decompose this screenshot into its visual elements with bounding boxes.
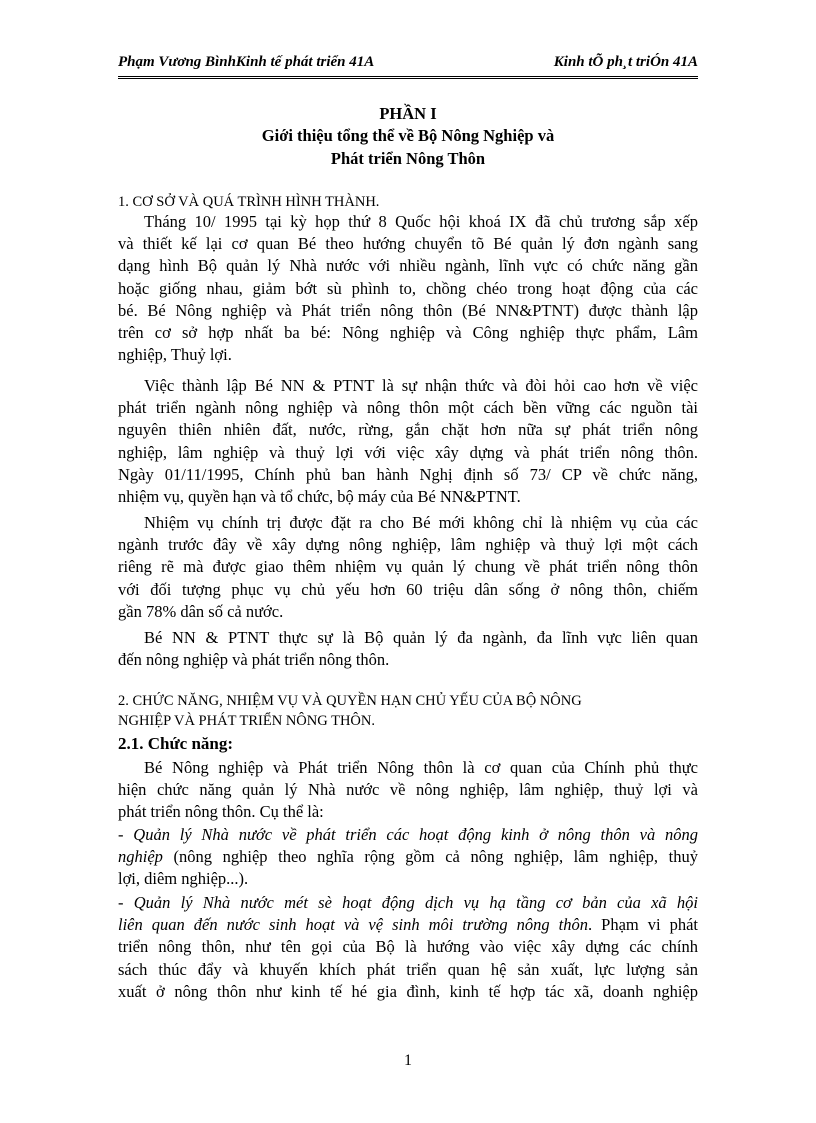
page-number: 1	[404, 1052, 412, 1069]
text-line: với đối tượng phục vụ chủ yếu hơn 60 triệu dân sống ở nông thôn, chiếm	[118, 579, 698, 599]
text-line: nghiệp, lâm nghiệp và thuỷ lợi với việc xây dựng và phát triển nông thôn.	[118, 442, 698, 462]
text-line: dạng hình Bộ quản lý Nhà nước với nhiều ngành, lĩnh vực có chức năng gần	[118, 256, 698, 276]
text-line: Nhiệm vụ chính trị được đặt ra cho Bé mới không chỉ là nhiệm vụ của các	[144, 513, 698, 532]
text-line: phát triển nông thôn. Cụ thể là:	[118, 802, 324, 822]
text-line: gần 78% dân số cả nước.	[118, 601, 284, 621]
chapter-title-line1: Giới thiệu tổng thể về Bộ Nông Nghiệp và	[261, 126, 555, 145]
text-fragment: nghiệp	[118, 847, 163, 867]
part-title: PHẦN I	[379, 104, 437, 123]
text-line: Bé NN & PTNT thực sự là Bộ quản lý đa ngành, đa lĩnh vực liên quan	[144, 628, 698, 647]
header-left-text: Phạm Vương BìnhKinh tế phát triển 41A	[118, 54, 375, 70]
section2-bullet-2	[118, 892, 698, 1003]
section1-paragraph-2	[118, 375, 698, 508]
section1-paragraph-4	[118, 627, 698, 671]
text-line: bé. Bé Nông nghiệp và Phát triển nông thôn (Bé NN&PTNT) được thành lập	[118, 300, 698, 320]
text-line: Bé Nông nghiệp và Phát triển Nông thôn là cơ quan của Chính phủ thực	[144, 758, 698, 777]
text-line: trên cơ sở hợp nhất ba bé: Nông nghiệp và Công nghiệp thực phẩm, Lâm	[118, 322, 698, 342]
section2-paragraph-1	[118, 757, 698, 824]
text-line: lợi, diêm nghiệp...).	[118, 869, 249, 889]
text-line: đến nông nghiệp và phát triển nông thôn.	[118, 650, 390, 670]
text-fragment: (nông nghiệp theo nghĩa rộng gồm cả nông nghiệp, lâm nghiệp, thuỷ	[162, 847, 698, 867]
text-line: triển nông thôn, như tên gọi của Bộ là hướng vào việc xây dựng các chính	[118, 937, 698, 957]
text-line: - Quản lý Nhà nước mét sè hoạt động dịch vụ hạ tầng cơ bản của xã hội	[118, 893, 698, 912]
text-line: nhiệm vụ, quyền hạn và tổ chức, bộ máy của Bé NN&PTNT.	[118, 486, 521, 506]
text-line: hoặc giống nhau, giảm bớt sù phình to, chồng chéo trong hoạt động của các	[118, 278, 698, 298]
section2-heading-line2: NGHIỆP VÀ PHÁT TRIỂN NÔNG THÔN.	[118, 713, 375, 729]
text-line: và thiết kế lại cơ quan Bé theo hướng chuyển tõ Bé quản lý đơn ngành sang	[118, 234, 698, 254]
section2-bullet-1	[118, 824, 698, 891]
section1-paragraph-3	[118, 512, 698, 623]
text-line: phát triển ngành nông nghiệp và nông thôn một cách bền vững các nguồn tài	[118, 398, 698, 418]
header-right-text: Kinh tÕ ph¸t triÓn 41A	[553, 54, 698, 70]
text-line: sách thúc đẩy và khuyến khích phát triển quan hệ sản xuất, lực lượng sản	[118, 959, 698, 979]
section1-heading: 1. CƠ SỞ VÀ QUÁ TRÌNH HÌNH THÀNH.	[118, 194, 380, 210]
text-line: Tháng 10/ 1995 tại kỳ họp thứ 8 Quốc hội khoá IX đã chủ trương sắp xếp	[144, 212, 698, 231]
text-line: Ngày 01/11/1995, Chính phủ ban hành Nghị định số 73/ CP về chức năng,	[118, 464, 698, 484]
text-line: - Quản lý Nhà nước về phát triển các hoạt động kinh ở nông thôn và nông	[118, 825, 698, 844]
text-fragment: . Phạm vi phát	[588, 915, 699, 935]
section1-paragraph-1	[118, 211, 698, 366]
text-line: nguyên thiên nhiên đất, nước, rừng, gắn chặt hơn nữa sự phát triển nông	[118, 420, 698, 440]
chapter-title-line2: Phát triển Nông Thôn	[330, 149, 486, 168]
text-line: Việc thành lập Bé NN & PTNT là sự nhận thức và đòi hỏi cao hơn về việc	[144, 376, 698, 395]
text-line: hiện chức năng quản lý Nhà nước về nông nghiệp, lâm nghiệp, thuỷ lợi và	[118, 780, 698, 800]
section2-subheading: 2.1. Chức năng:	[118, 734, 234, 753]
page-header	[118, 52, 698, 79]
text-line: ngành trước đây về xây dựng nông nghiệp, lâm nghiệp và thuỷ lợi một cách	[118, 535, 698, 555]
text-line: riêng rẽ mà được giao thêm nhiệm vụ quản lý chung về phát triển nông thôn	[118, 557, 698, 577]
text-line: nghiệp, Thuỷ lợi.	[118, 345, 232, 365]
section2-heading-line1: 2. CHỨC NĂNG, NHIỆM VỤ VÀ QUYỀN HẠN CHỦ YẾU CỦA BỘ NÔNG	[118, 693, 582, 709]
text-line: xuất ở nông thôn như kinh tế hé gia đình, kinh tế hợp tác xã, doanh nghiệp	[118, 981, 698, 1001]
text-fragment: liên quan đến nước sinh hoạt và vệ sinh môi trường nông thôn	[118, 915, 589, 935]
